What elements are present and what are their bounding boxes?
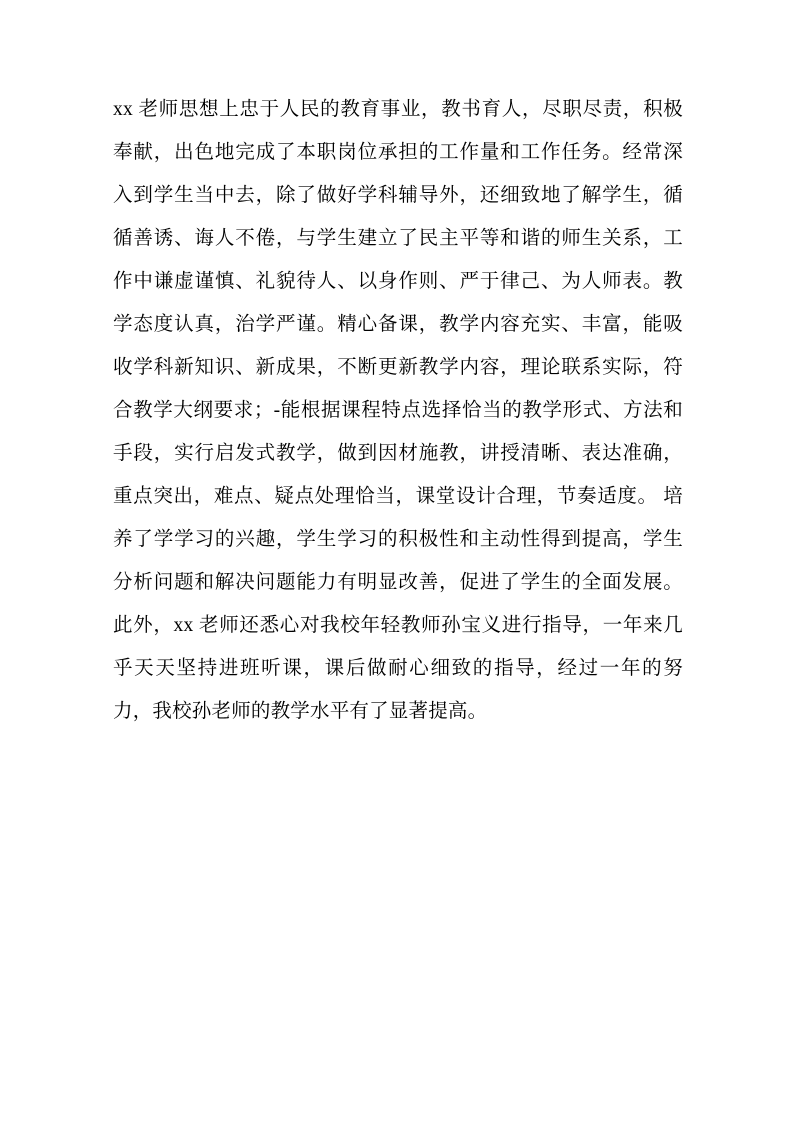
paragraph-body-text: xx 老师思想上忠于人民的教育事业，教书育人，尽职尽责，积极奉献，出色地完成了本职岗位承担的工作量和工作任务。经常深入到学生当中去，除了做好学科辅导外，还细致地了解学生，循循善诱、诲人不倦，与学生建立了民主平等和谐的师生关系，工作中谦虚谨慎、礼貌待人、以身作则、严于律己、为人师表。教学态度认真，治学严谨。精心备课，教学内容充实、丰富，能吸收学科新知识、新成果，不断更新教学内容，理论联系实际，符合教学大纲要求；-能根据课程特点选择恰当的教学形式、方法和手段，实行启发式教学，做到因材施教，讲授清晰、表达准确，重点突出，难点、疑点处理恰当，课堂设计合理，节奏适度。 培养了学学习的兴趣，学生学习的积极性和主动性得到提高，学生分析问题和解决问题能力有明显改善，促进了学生的全面发展。此外，xx 老师还悉心对我校年轻教师孙宝义进行指导，一年来几乎天天坚持进班听课，课后做耐心细致的指导，经过一年的努力，我校孙老师的教学水平有了显著提高。 — [113, 99, 683, 722]
document-content-area — [113, 88, 683, 733]
